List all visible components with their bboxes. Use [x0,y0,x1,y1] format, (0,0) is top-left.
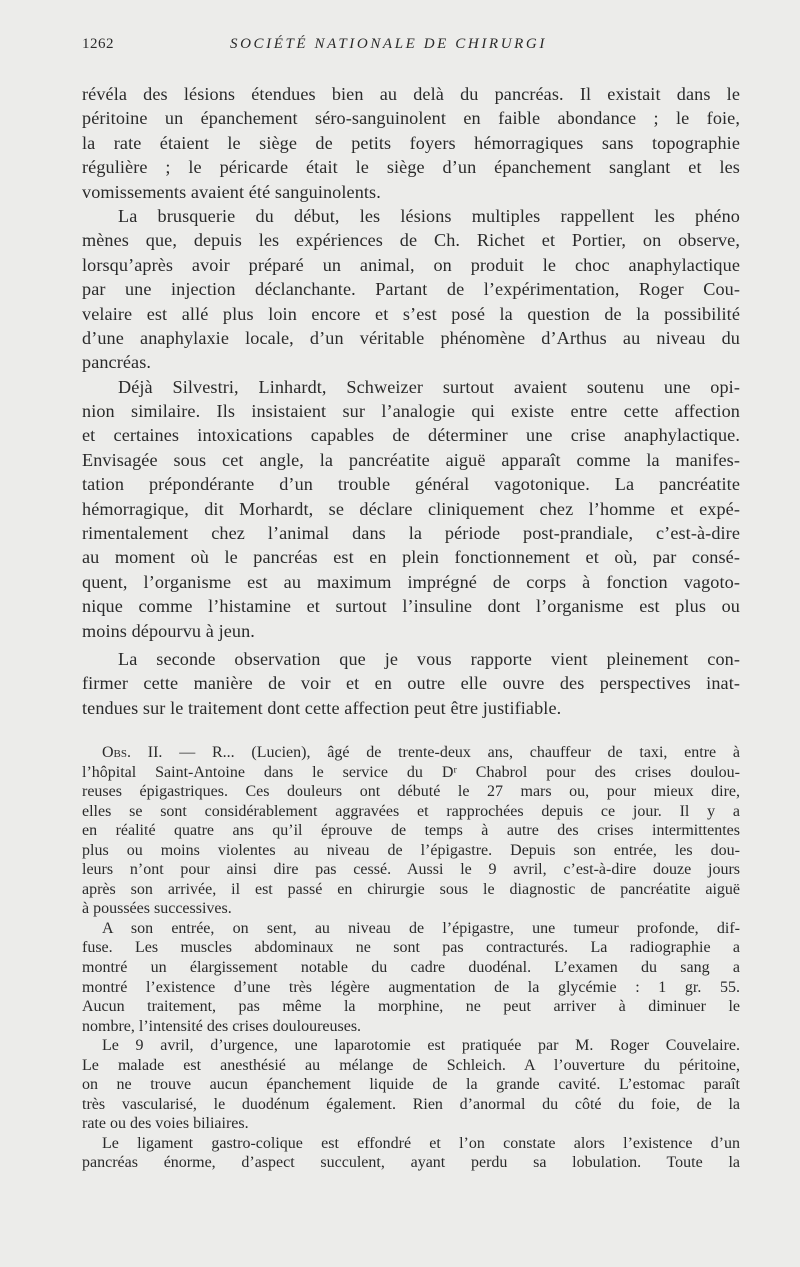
text-line: Aucun traitement, pas même la morphine, ne peut arriver à diminuer le [82,998,740,1016]
page-number: 1262 [82,36,114,52]
text-line: révéla des lésions étendues bien au delà du pancréas. Il existait dans le [82,84,740,104]
text-line: montré un élargissement notable du cadre duodénal. L’examen du sang a [82,959,740,977]
text-line: pancréas énorme, d’aspect succulent, ayant perdu sa lobulation. Toute la [82,1154,740,1172]
paragraph [82,82,740,204]
text-line: nombre, l’intensité des crises douloureuses. [82,1017,362,1035]
main-text [82,82,740,643]
text-line: leurs n’ont pour ainsi dire pas cessé. Aussi le 9 avril, c’est-à-dire douze jours [82,861,740,879]
text-line: elles se sont considérablement aggravées et rapprochées depuis ce jour. Il y a [82,802,740,820]
text-line: très vascularisé, le duodénum également. Rien d’anormal du côté du foie, de la [82,1095,740,1113]
text-line: régulière ; le péricarde était le siège d’un épanchement sanglant et les [82,157,740,178]
text-line: pancréas. [82,352,152,373]
text-line: velaire est allé plus loin encore et s’est posé la question de la possibilité [82,303,740,324]
text-line: péritoine un épanchement séro-sanguinolent en faible abondance ; le foie, [82,108,740,129]
text-line: fuse. Les muscles abdominaux ne sont pas contracturés. La radiographie a [82,939,740,957]
text-line: tendues sur le traitement dont cette affection peut être justifiable. [82,697,562,718]
text-line: A son entrée, on sent, au niveau de l’épigastre, une tumeur profonde, dif- [102,919,740,937]
text-line: et certaines intoxications capables de déterminer une crise anaphylactique. [82,425,740,446]
text-line: la rate étaient le siège de petits foyers hémorragiques sans topographie [82,132,740,153]
running-header [82,36,740,58]
text-line: tation prépondérante d’un trouble général vagotonique. La pancréatite [82,474,740,495]
running-title: SOCIÉTÉ NATIONALE DE CHIRURGI [230,36,547,52]
text-line: rate ou des voies biliaires. [82,1115,249,1133]
text-line: par une injection déclanchante. Partant de l’expérimentation, Roger Cou- [82,279,740,300]
text-line: nique comme l’histamine et surtout l’insuline dont l’organisme est plus ou [82,596,740,617]
text-line: lorsqu’après avoir préparé un animal, on produit le choc anaphylactique [82,254,740,275]
paragraph [82,1134,740,1173]
text-line: La brusquerie du début, les lésions multiples rappellent les phéno [118,205,740,226]
observation-text [82,743,740,1173]
text-line: plus ou moins violentes au niveau de l’épigastre. Depuis son entrée, les dou- [82,841,740,859]
paragraph [82,743,740,919]
text-line: firmer cette manière de voir et en outre elle ouvre des perspectives inat- [82,673,740,694]
paragraph [82,204,740,375]
observation-label: Obs. [102,744,132,761]
paragraph [82,919,740,1036]
paragraph [82,647,740,720]
text-line: d’une anaphylaxie locale, d’un véritable phénomène d’Arthus au niveau du [82,327,740,348]
text-line: au moment où le pancréas est en plein fonctionnement et où, par consé- [82,547,740,568]
text-line: à poussées successives. [82,900,232,918]
text-line: mènes que, depuis les expériences de Ch. Richet et Portier, on observe, [82,230,740,251]
text-line: moins dépourvu à jeun. [82,620,255,641]
text-line: en réalité quatre ans qu’il éprouve de temps à autre des crises intermittentes [82,822,740,840]
text-line: nion similaire. Ils insistaient sur l’analogie qui existe entre cette affection [82,401,740,422]
text-line: l’hôpital Saint-Antoine dans le service du Dʳ Chabrol pour des crises doulou- [82,763,740,781]
text-line: rimentalement chez l’animal dans la période post-prandiale, c’est-à-dire [82,523,740,544]
text-line: Le ligament gastro-colique est effondré et l’on constate alors l’existence d’un [102,1134,740,1152]
text-line: Le malade est anesthésié au mélange de Schleich. A l’ouverture du péritoine, [82,1056,740,1074]
text-line: hémorragique, dit Morhardt, se déclare cliniquement chez l’homme et expé- [82,498,740,519]
paragraph [82,375,740,643]
text-line: montré l’existence d’une très légère augmentation de la glycémie : 1 gr. 55. [82,978,740,996]
text-line: Déjà Silvestri, Linhardt, Schweizer surtout avaient soutenu une opi- [118,376,740,397]
text-line: Obs. II. — R... (Lucien), âgé de trente-deux ans, chauffeur de taxi, entre à [102,744,740,761]
text-line: après son arrivée, il est passé en chirurgie sous le diagnostic de pancréatite aiguë [82,880,740,898]
text-line: Envisagée sous cet angle, la pancréatite aiguë apparaît comme la manifes- [82,449,740,470]
main-text-closing [82,647,740,720]
text-line: La seconde observation que je vous rapporte vient pleinement con- [118,649,740,669]
text-line: reuses épigastriques. Ces douleurs ont débuté le 27 mars ou, pour mieux dire, [82,783,740,801]
text-line: on ne trouve aucun épanchement liquide de la grande cavité. L’estomac paraît [82,1076,740,1094]
text-line: quent, l’organisme est au maximum imprégné de corps à fonction vagoto- [82,571,740,592]
text-line: Le 9 avril, d’urgence, une laparotomie est pratiquée par M. Roger Couvelaire. [102,1037,740,1055]
paragraph [82,1036,740,1134]
text-line: vomissements avaient été sanguinolents. [82,181,381,202]
